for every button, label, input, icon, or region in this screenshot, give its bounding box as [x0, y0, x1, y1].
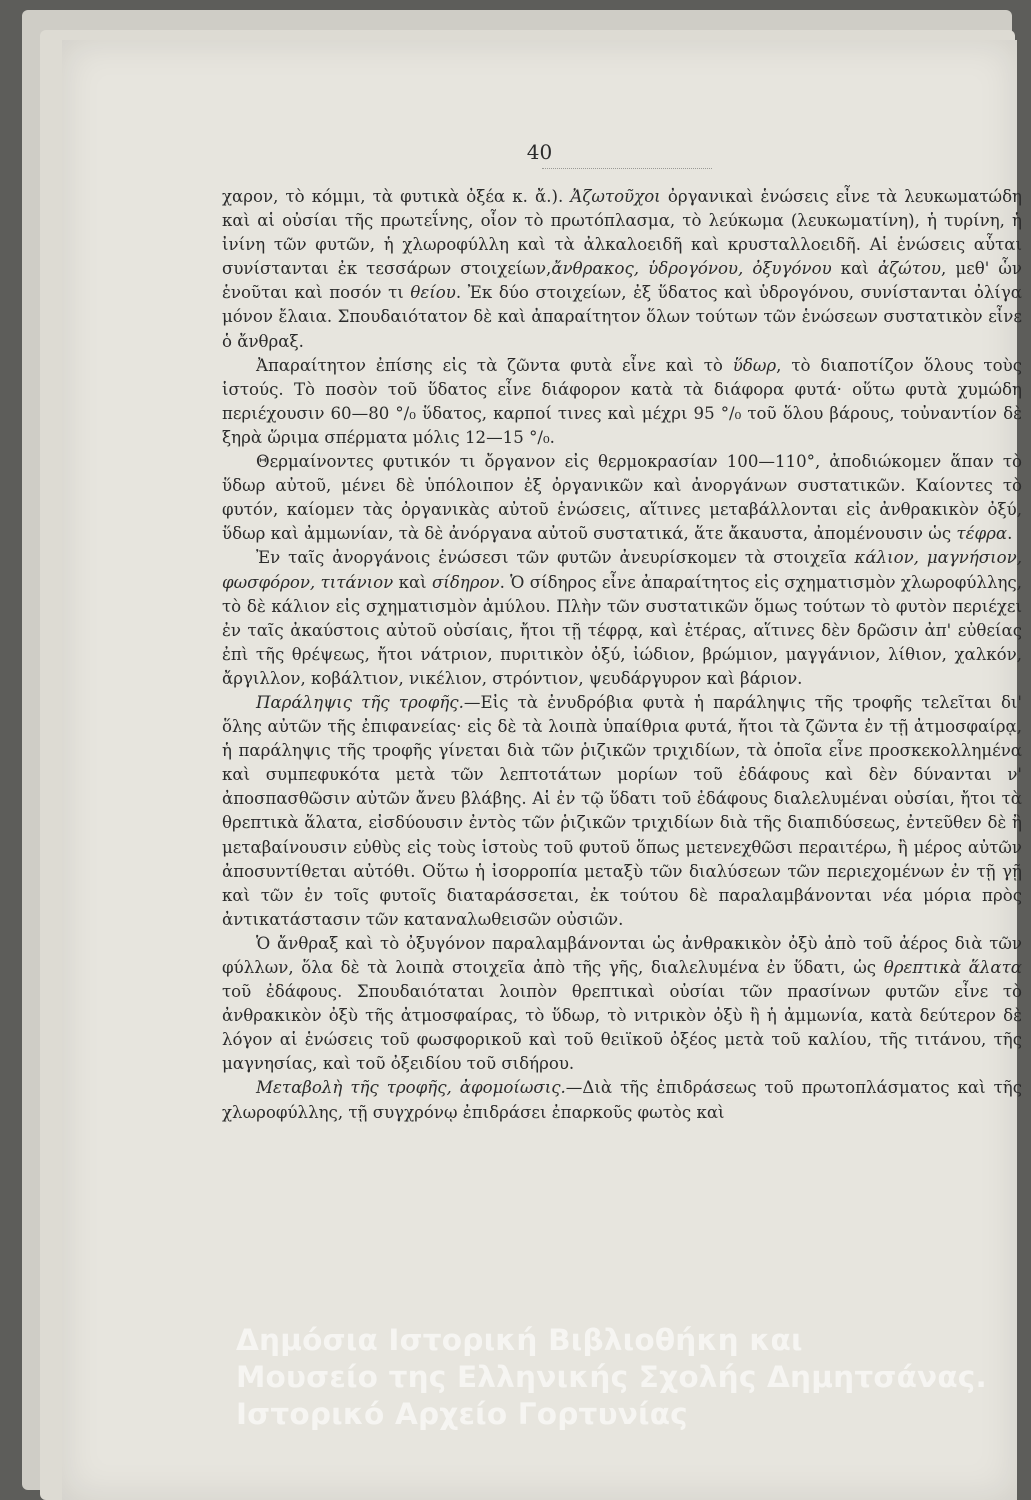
italic-term: θρεπτικὰ ἅλατα	[883, 958, 1022, 977]
watermark-line: Δημόσια Ιστορική Βιβλιοθήκη και	[236, 1323, 803, 1357]
italic-term: ἄνθρακος, ὑδρογόνου, ὀξυγόνου	[551, 259, 832, 279]
page-number-rule	[542, 168, 712, 169]
paragraph	[222, 450, 1022, 546]
text-run: —Διὰ τῆς ἐπιδράσεως τοῦ πρωτοπλάσματος καὶ τῆς χλωροφύλλης, τῇ συγχρόνῳ ἐπιδράσει ἐπαρκοῦς φωτὸς καὶ	[222, 1078, 1022, 1122]
paragraph	[222, 185, 1022, 354]
text-run: χαρον, τὸ κόμμι, τὰ φυτικὰ ὀξέα κ. ἄ.).	[222, 187, 571, 206]
text-run: , μεθ' ὧν ἑνοῦται καὶ ποσόν τι	[222, 259, 1022, 303]
body-text	[222, 185, 1022, 1125]
page-number: 40	[526, 140, 553, 164]
text-run: Ὁ ἄνθραξ καὶ τὸ ὀξυγόνον παραλαμβάνονται ὡς ἀνθρακικὸν ὀξὺ ἀπὸ τοῦ ἀέρος διὰ τῶν φύλλων, ὅλα δὲ τὰ λοιπὰ στοιχεῖα ἀπὸ τῆς γῆς, διαλελυμένα ἐν ὕδατι, ὡς	[222, 933, 1022, 977]
text-run: . Ὁ σίδηρος εἶνε ἀπαραίτητος εἰς σχηματισμὸν χλωροφύλλης, τὸ δὲ κάλιον εἰς σχηματισμὸν ἀμύλου. Πλὴν τῶν συστατικῶν ὅμως τούτων τὸ φυτὸν περιέχει ἐν ταῖς ἀκαύστοις αὐτοῦ οὐσίαις, ἤτοι τῇ τέφρᾳ, καὶ ἑτέρας, αἵτινες δὲν δρῶσιν ἀπ' εὐθείας ἐπὶ τῆς θρέψεως, ἤτοι νάτριον, πυριτικὸν ὀξύ, ἰώδιον, βρώμιον, μαγγάνιον, λίθιον, χαλκόν, ἄργιλλον, κοβάλτιον, νικέλιον, στρόντιον, ψευδάργυρον καὶ βάριον.	[222, 572, 1022, 688]
italic-term: ὕδωρ	[732, 355, 777, 375]
italic-term: Ἀζωτοῦχοι	[570, 187, 661, 206]
paragraph	[222, 932, 1022, 1077]
paragraph	[222, 691, 1022, 932]
italic-term: Μεταβολὴ τῆς τροφῆς, ἀφομοίωσις.	[256, 1078, 566, 1098]
italic-term: ἀζώτου	[877, 259, 941, 279]
text-run: καὶ	[393, 572, 432, 592]
watermark-line: Ιστορικό Αρχείο Γορτυνίας	[236, 1397, 688, 1431]
text-run: Θερμαίνοντες φυτικόν τι ὄργανον εἰς θερμοκρασίαν 100—110°, ἀποδιώκομεν ἅπαν τὸ ὕδωρ αὐτοῦ, μένει δὲ ὑπόλοιπον ἐξ ὀργανικῶν καὶ ἀνοργάνων συστατικῶν. Καίοντες τὸ φυτόν, καίομεν τὰς ὀργανικὰς αὐτοῦ ἑνώσεις, αἵτινες μεταβάλλονται εἰς ἀνθρακικὸν ὀξύ, ὕδωρ καὶ ἀμμωνίαν, τὰ δὲ ἀνόργανα αὐτοῦ συστατικά, ἅτε ἄκαυστα, ἀπομένουσιν ὡς	[222, 452, 1022, 544]
text-run: —Εἰς τὰ ἐνυδρόβια φυτὰ ἡ παράληψις τῆς τροφῆς τελεῖται δι' ὅλης αὐτῶν τῆς ἐπιφανείας· εἰς δὲ τὰ λοιπὰ ὑπαίθρια φυτά, ἤτοι τὰ ζῶντα ἐν τῇ ἀτμοσφαίρᾳ, ἡ παράληψις τῆς τροφῆς γίνεται διὰ τῶν ῥιζικῶν τριχιδίων, τὰ ὁποῖα εἶνε προσκεκολλημένα καὶ συμπεφυκότα μετὰ τῶν λεπτοτάτων μορίων τοῦ ἐδάφους καὶ δὲν δύνανται ν' ἀποσπασθῶσιν αὐτῶν ἄνευ βλάβης. Αἱ ἐν τῷ ὕδατι τοῦ ἐδάφους διαλελυμέναι οὐσίαι, ἤτοι τὰ θρεπτικὰ ἅλατα, εἰσδύουσιν ἐντὸς τῶν ῥιζικῶν τριχιδίων διὰ τῆς διαπιδύσεως, ἐντεῦθεν δὲ ἢ μεταβαίνουσιν εὐθὺς εἰς τοὺς ἱστοὺς τοῦ φυτοῦ ὅπως μετενεχθῶσι περαιτέρω, ἢ μέρος αὐτῶν ἀποσυντίθεται αὐτόθι. Οὕτω ἡ ἰσορροπία μεταξὺ τῶν διαλύσεων τῶν περιεχομένων ἐν τῇ γῇ καὶ τῶν ἐν τοῖς φυτοῖς διαταράσσεται, ἐκ τούτου δὲ παραλαμβάνονται νέα μόρια πρὸς ἀντικατάστασιν τῶν καταναλωθεισῶν οὐσιῶν.	[222, 692, 1022, 929]
text-run: , τὸ διαποτίζον ὅλους τοὺς ἱστούς. Τὸ ποσὸν τοῦ ὕδατος εἶνε διάφορον κατὰ τὰ διάφορα φυτά· οὕτω φυτὰ χυμώδη περιέχουσιν 60—80 °/₀ ὕδατος, καρποί τινες καὶ μέχρι 95 °/₀ τοῦ ὅλου βάρους, τοὐναντίον δὲ ξηρὰ ὥριμα σπέρματα μόλις 12—15 °/₀.	[222, 355, 1022, 447]
italic-term: σίδηρον	[431, 572, 500, 592]
text-run: καὶ	[831, 259, 878, 279]
watermark-line: Μουσείο της Ελληνικής Σχολής Δημητσάνας.	[236, 1360, 987, 1394]
paragraph	[222, 546, 1022, 691]
italic-term: κάλιον, μαγνήσιον, φωσφόρον, τιτάνιον	[222, 548, 1022, 592]
text-run: τοῦ ἐδάφους. Σπουδαιόταται λοιπὸν θρεπτικαὶ οὐσίαι τῶν πρασίνων φυτῶν εἶνε τὸ ἀνθρακικὸν ὀξὺ τῆς ἀτμοσφαίρας, τὸ ὕδωρ, τὸ νιτρικὸν ὀξὺ ἢ ἡ ἀμμωνία, κατὰ δεύτερον δὲ λόγον αἱ ἑνώσεις τοῦ φωσφορικοῦ καὶ τοῦ θειϊκοῦ ὀξέος μετὰ τοῦ καλίου, τῆς τιτάνου, τῆς μαγνησίας, καὶ τοῦ ὀξειδίου τοῦ σιδήρου.	[222, 982, 1022, 1074]
book-page	[62, 40, 1023, 1500]
text-run: Ἀπαραίτητον ἐπίσης εἰς τὰ ζῶντα φυτὰ εἶνε καὶ τὸ	[256, 355, 733, 375]
text-run: .	[1007, 524, 1013, 544]
paragraph	[222, 1076, 1022, 1124]
italic-term: Παράληψις τῆς τροφῆς.	[256, 692, 464, 712]
text-run: Ἐν ταῖς ἀνοργάνοις ἑνώσεσι τῶν φυτῶν ἀνευρίσκομεν τὰ στοιχεῖα	[256, 548, 855, 568]
paragraph	[222, 354, 1022, 450]
archive-watermark	[236, 1322, 1026, 1433]
italic-term: θείου	[410, 283, 456, 303]
italic-term: τέφρα	[956, 524, 1008, 544]
text-run: ὀργανικαὶ ἑνώσεις εἶνε τὰ λευκωματώδη καὶ αἱ οὐσίαι τῆς πρωτεΐνης, οἷον τὸ πρωτόπλασμα, τὸ λεύκωμα (λευκωματίνη), ἡ τυρίνη, ἡ ἰνίνη τῶν φυτῶν, ἡ χλωροφύλλη καὶ τὰ ἀλκαλοειδῆ καὶ κρυσταλλοειδῆ. Αἱ ἑνώσεις αὗται συνίστανται ἐκ τεσσάρων στοιχείων,	[222, 187, 1023, 279]
text-run: . Ἐκ δύο στοιχείων, ἐξ ὕδατος καὶ ὑδρογόνου, συνίστανται ὀλίγα μόνον ἔλαια. Σπουδαιότατον δὲ καὶ ἀπαραίτητον ὅλων τούτων τῶν ἑνώσεων συστατικὸν εἶνε ὁ ἄνθραξ.	[222, 283, 1022, 351]
